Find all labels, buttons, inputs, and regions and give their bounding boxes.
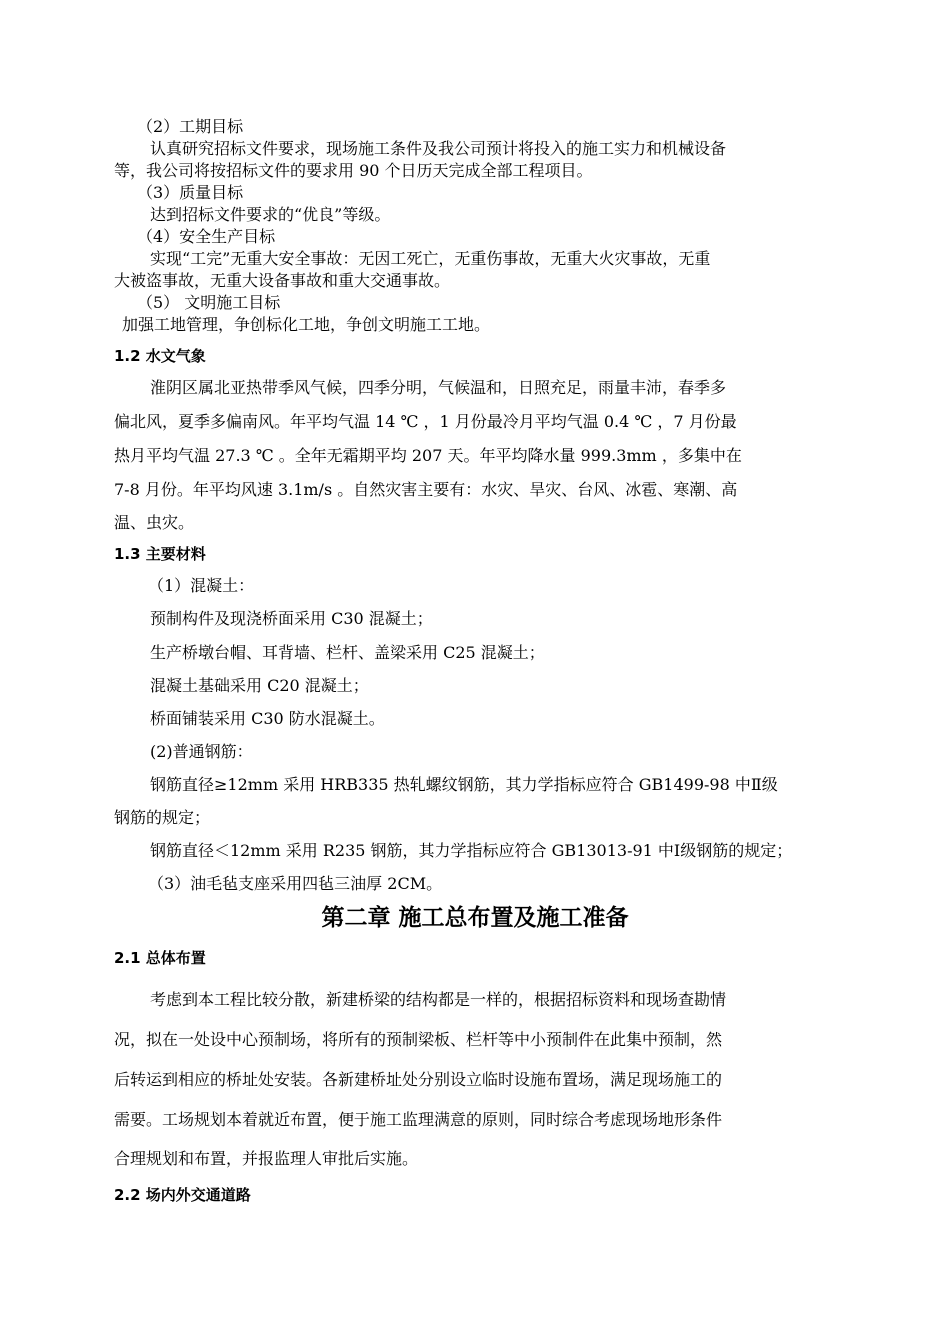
chapter-title: 第二章 施工总布置及施工准备	[321, 905, 629, 931]
hydrology-text-1: 淮阴区属北亚热带季风气候，四季分明，气候温和，日照充足，雨量丰沛，春季多	[150, 378, 727, 397]
goal-safety-text-2: 大被盗事故，无重大设备事故和重大交通事故。	[114, 271, 451, 290]
goal-civilized-text: 加强工地管理，争创标化工地，争创文明施工工地。	[122, 315, 491, 334]
section-heading-hydrology: 1.2 水文气象	[114, 347, 206, 365]
goal-quality-text: 达到招标文件要求的“优良”等级。	[150, 205, 391, 224]
goal-quality-title: （3）质量目标	[137, 183, 244, 202]
hydrology-text-3: 热月平均气温 27.3 ℃ 。全年无霜期平均 207 天。年平均降水量 999.3mm ，多集中在	[114, 446, 742, 465]
goal-schedule-text-1: 认真研究招标文件要求，现场施工条件及我公司预计将投入的施工实力和机械设备	[150, 139, 727, 158]
layout-text-2: 况，拟在一处设中心预制场，将所有的预制梁板、栏杆等中小预制件在此集中预制，然	[114, 1030, 723, 1049]
goal-safety-title: （4）安全生产目标	[137, 227, 276, 246]
hydrology-text-2: 偏北风，夏季多偏南风。年平均气温 14 ℃ ，1 月份最冷月平均气温 0.4 ℃ ，7 月份最	[114, 412, 737, 431]
materials-concrete-4: 桥面铺装采用 C30 防水混凝土。	[150, 709, 385, 728]
goal-civilized-title: （5） 文明施工目标	[137, 293, 281, 312]
materials-rebar-1b: 钢筋的规定；	[114, 808, 211, 827]
goal-safety-text-1: 实现“工完”无重大安全事故：无因工死亡，无重伤事故，无重大火灾事故，无重	[150, 249, 711, 268]
materials-concrete-title: （1）混凝土：	[148, 576, 255, 595]
layout-text-4: 需要。工场规划本着就近布置，便于施工监理满意的原则，同时综合考虑现场地形条件	[114, 1110, 723, 1129]
materials-concrete-2: 生产桥墩台帽、耳背墙、栏杆、盖梁采用 C25 混凝土；	[150, 643, 545, 662]
layout-text-1: 考虑到本工程比较分散，新建桥梁的结构都是一样的，根据招标资料和现场查勘情	[150, 990, 727, 1009]
section-heading-materials: 1.3 主要材料	[114, 545, 206, 563]
goal-schedule-text-2: 等，我公司将按招标文件的要求用 90 个日历天完成全部工程项目。	[114, 161, 593, 180]
materials-bearing: （3）油毛毡支座采用四毡三油厚 2CM。	[148, 874, 443, 893]
materials-rebar-2: 钢筋直径＜12mm 采用 R235 钢筋，其力学指标应符合 GB13013-91 中Ⅰ级钢筋的规定；	[150, 841, 793, 860]
materials-rebar-title: (2)普通钢筋：	[150, 742, 253, 761]
layout-text-5: 合理规划和布置，并报监理人审批后实施。	[114, 1149, 419, 1168]
materials-concrete-3: 混凝土基础采用 C20 混凝土；	[150, 676, 369, 695]
materials-concrete-1: 预制构件及现浇桥面采用 C30 混凝土；	[150, 609, 433, 628]
section-heading-layout: 2.1 总体布置	[114, 949, 206, 967]
materials-rebar-1a: 钢筋直径≥12mm 采用 HRB335 热轧螺纹钢筋，其力学指标应符合 GB1499-98 中Ⅱ级	[150, 775, 778, 794]
section-heading-roads: 2.2 场内外交通道路	[114, 1186, 251, 1204]
hydrology-text-5: 温、虫灾。	[114, 513, 195, 532]
hydrology-text-4: 7-8 月份。年平均风速 3.1m/s 。自然灾害主要有：水灾、旱灾、台风、冰雹、寒潮、高	[114, 480, 738, 499]
layout-text-3: 后转运到相应的桥址处安装。各新建桥址处分别设立临时设施布置场，满足现场施工的	[114, 1070, 723, 1089]
goal-schedule-title: （2）工期目标	[137, 117, 244, 136]
